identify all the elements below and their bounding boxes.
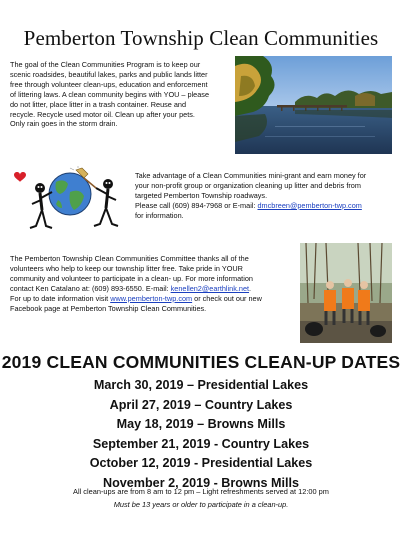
facebook-line: Facebook page at Pemberton Township Clean Communities. (10, 303, 207, 313)
thanks-line: community and volunteer to participate in a clean- up. For more information (10, 273, 253, 283)
page-title: Pemberton Township Clean Communities (23, 26, 379, 50)
grant-line: targeted Pemberton Township roadways. (135, 190, 268, 200)
thanks-line: The Pemberton Township Clean Communities Committee thanks all of the (10, 254, 249, 263)
intro-line: recycle. Recycle used motor oil. Clean up after your pets. (10, 109, 195, 119)
intro-line: The goal of the Clean Communities Program is to keep our (10, 60, 201, 69)
volunteers-photo (300, 243, 392, 343)
globe-cleaning-clipart (12, 166, 130, 234)
dates-heading: 2019 CLEAN COMMUNITIES CLEAN-UP DATES (1, 352, 401, 372)
contact-suffix: . (249, 283, 252, 293)
contact-email-link[interactable]: kenellen2@earthlink.net (170, 283, 250, 293)
intro-line: free through volunteer clean-ups, education and enforcement (10, 79, 208, 89)
age-note: Must be 13 years or older to participate in a clean-up. (113, 500, 289, 509)
lake-photo (235, 56, 392, 154)
grant-line: your non-profit group or organization cleaning up litter and debris from (135, 180, 361, 190)
heart-icon (14, 172, 26, 182)
contact-text: contact Ken Catalano at: (609) 893-6550. E-mail: (10, 283, 171, 293)
intro-line: of littering laws. A clean community begins with YOU – please (10, 89, 210, 99)
cleanup-date-item: November 2, 2019 - Browns Mills (103, 475, 299, 490)
thanks-paragraph (10, 254, 292, 313)
grant-call-text: Please call (609) 894-7968 or E-mail: (135, 200, 258, 210)
intro-line: Only rain goes in the storm drain. (10, 119, 118, 129)
cleanup-date-item: May 18, 2019 – Browns Mills (116, 417, 286, 432)
cleanup-date-item: October 12, 2019 - Presidential Lakes (89, 456, 313, 471)
intro-line: scenic roadsides, beautiful lakes, parks and public lands litter (10, 69, 208, 79)
cleanup-date-item: September 21, 2019 - Country Lakes (92, 436, 310, 451)
website-link[interactable]: www.pemberton-twp.com (110, 293, 193, 303)
cleanup-dates-list (0, 376, 402, 494)
cleanup-date-item: March 30, 2019 – Presidential Lakes (93, 378, 309, 392)
intro-paragraph (10, 60, 235, 129)
cleanup-date-item: April 27, 2019 – Country Lakes (109, 397, 293, 412)
grant-paragraph (135, 171, 395, 221)
grant-info-line: for information. (135, 210, 184, 220)
grant-line: Take advantage of a Clean Communities mini-grant and earn money for (135, 171, 367, 180)
update-suffix: or check out our new (192, 293, 262, 303)
hours-note: All clean-ups are from 8 am to 12 pm – Light refreshments served at 12:00 pm (73, 487, 329, 496)
thanks-line: volunteers who help to keep our township litter free. Take pride in YOUR (10, 263, 243, 273)
intro-line: do not litter, place litter in a trash container. Reuse and (10, 99, 187, 109)
grant-contact-line (135, 201, 395, 211)
thanks-update-line (10, 294, 292, 304)
thanks-contact-line (10, 284, 292, 294)
grant-email-link[interactable]: dmcbreen@pemberton-twp.com (257, 200, 362, 210)
update-text: For up to date information visit (10, 293, 111, 303)
